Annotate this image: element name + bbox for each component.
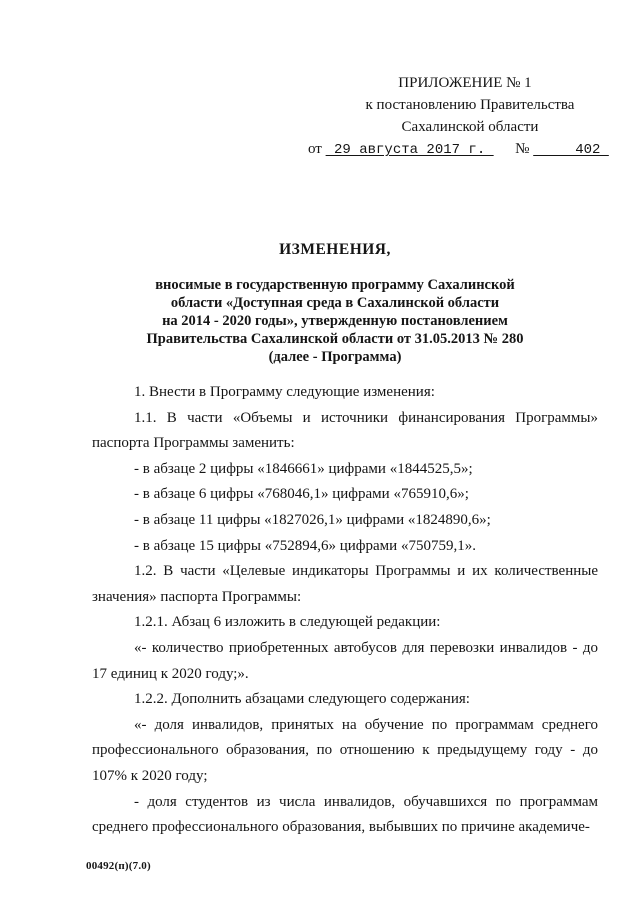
paragraph: 1.1. В части «Объемы и источники финансирования Программы» паспорта Программы заменить: <box>92 409 598 452</box>
paragraph: 1.2. В части «Целевые индикаторы Программы и их количественные значения» паспорта Программы: <box>92 563 598 605</box>
paragraph: - доля студентов из числа инвалидов, обучавшихся по программам среднего профессионального образования, выбывших по причине академиче- <box>92 793 598 836</box>
heading-title: ИЗМЕНЕНИЯ, <box>279 241 391 258</box>
paragraph: - в абзаце 2 цифры «1846661» цифрами «1844525,5»; <box>134 460 473 477</box>
date-prefix: от <box>308 141 322 157</box>
paragraph: - в абзаце 15 цифры «752894,6» цифрами «750759,1». <box>134 537 476 554</box>
paragraph: 1.2.2. Дополнить абзацами следующего содержания: <box>134 691 470 708</box>
heading-line-2: области «Доступная среда в Сахалинской области <box>170 295 500 311</box>
paragraph: - в абзаце 11 цифры «1827026,1» цифрами «1824890,6»; <box>134 511 491 528</box>
appendix-date-line <box>308 138 609 161</box>
heading-line-1: вносимые в государственную программу Сахалинской <box>155 277 515 293</box>
date-value: 29 августа 2017 г. <box>325 142 494 158</box>
appendix-title: ПРИЛОЖЕНИЕ № 1 <box>398 75 532 91</box>
number-value: 402 <box>533 142 609 158</box>
paragraph: 1.2.1. Абзац 6 изложить в следующей редакции: <box>134 614 441 631</box>
number-prefix: № <box>515 141 530 157</box>
heading-line-4: Правительства Сахалинской области от 31.05.2013 № 280 <box>146 331 524 347</box>
document-code: 00492(п)(7.0) <box>86 860 151 872</box>
heading-line-3: на 2014 - 2020 годы», утвержденную постановлением <box>162 313 508 329</box>
heading-line-5: (далее - Программа) <box>268 349 402 365</box>
paragraph: «- количество приобретенных автобусов для перевозки инвалидов - до 17 единиц к 2020 году;». <box>92 639 598 682</box>
paragraph: 1. Внести в Программу следующие изменения: <box>134 384 435 400</box>
paragraph: «- доля инвалидов, принятых на обучение по программам среднего профессионального образования, по отношению к предыдущему году - до 107% к 2020 году; <box>92 716 598 784</box>
document-heading <box>100 241 570 366</box>
appendix-line-2: Сахалинской области <box>401 119 539 135</box>
appendix-block <box>300 72 609 161</box>
document-body <box>92 380 598 841</box>
paragraph: - в абзаце 6 цифры «768046,1» цифрами «765910,6»; <box>134 486 469 503</box>
appendix-line-1: к постановлению Правительства <box>365 97 575 113</box>
